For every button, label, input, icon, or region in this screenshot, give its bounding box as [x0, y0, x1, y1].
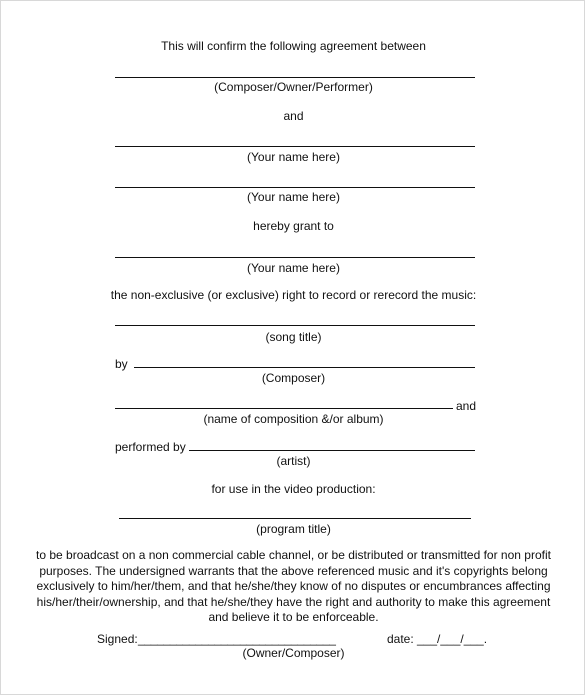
- date-label: date:: [387, 632, 414, 646]
- your-name-label-2: (Your name here): [247, 190, 340, 204]
- program-title-line[interactable]: [119, 518, 471, 519]
- song-title-line[interactable]: [115, 325, 475, 326]
- grant-text: hereby grant to: [253, 219, 334, 233]
- intro-text: This will confirm the following agreement between: [161, 39, 426, 53]
- composition-album-line[interactable]: [115, 408, 453, 409]
- warranty-paragraph: [31, 548, 556, 626]
- composition-album-label: (name of composition &/or album): [203, 412, 384, 426]
- your-name-line-3[interactable]: [115, 257, 475, 258]
- composer-owner-performer-label: (Composer/Owner/Performer): [214, 80, 373, 94]
- your-name-line-1[interactable]: [115, 146, 475, 147]
- rights-text: the non-exclusive (or exclusive) right to record or rerecord the music:: [110, 288, 477, 302]
- owner-composer-label: (Owner/Composer): [242, 646, 345, 660]
- your-name-line-2[interactable]: [115, 187, 475, 188]
- artist-label: (artist): [276, 454, 311, 468]
- date-blanks[interactable]: ___/___/___.: [417, 632, 488, 646]
- paragraph-line: and believe it to be enforceable.: [208, 610, 379, 624]
- signed-label: Signed:: [97, 632, 138, 646]
- artist-line[interactable]: [189, 450, 475, 451]
- performed-by-text: performed by: [115, 440, 186, 454]
- your-name-label-3: (Your name here): [247, 261, 340, 275]
- composer-owner-performer-line[interactable]: [115, 77, 475, 78]
- your-name-label-1: (Your name here): [247, 150, 340, 164]
- and-text: and: [283, 109, 304, 123]
- paragraph-line: to be broadcast on a non commercial cable channel, or be distributed or transmitted for non profit: [36, 548, 551, 562]
- song-title-label: (song title): [265, 330, 322, 344]
- video-production-text: for use in the video production:: [211, 482, 376, 496]
- paragraph-line: exclusively to him/her/them, and that he/she/they know of no disputes or encumbrances affecting: [36, 579, 551, 593]
- paragraph-line: purposes. The undersigned warrants that the above referenced music and it's copyrights belong: [39, 563, 548, 578]
- composer-label: (Composer): [261, 371, 326, 385]
- program-title-label: (program title): [256, 522, 331, 536]
- by-text: by: [115, 357, 128, 371]
- and-suffix-text: and: [456, 399, 477, 413]
- paragraph-line: his/her/their/ownership, and that he/she/they have the right and authority to make this agreement: [36, 594, 551, 609]
- composer-line[interactable]: [134, 367, 475, 368]
- signature-line[interactable]: _______________________________: [138, 632, 336, 646]
